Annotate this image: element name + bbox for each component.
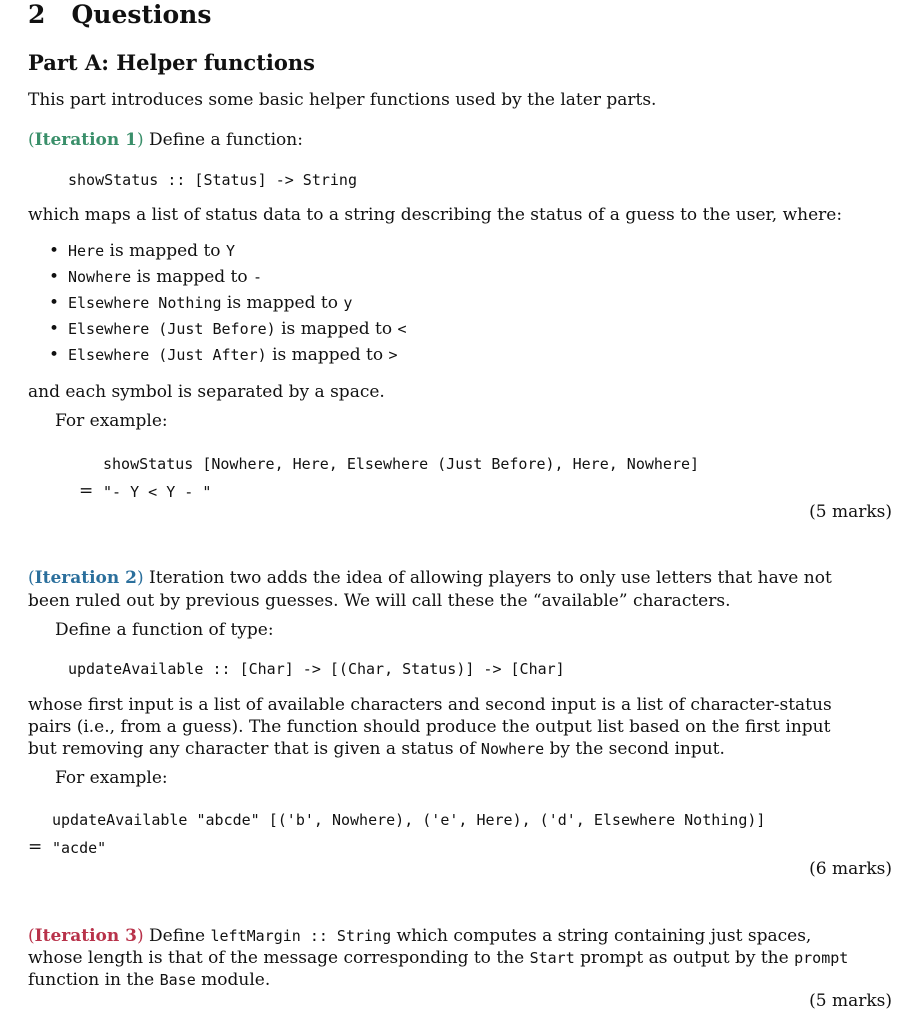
text-run: but removing any character that is given a status of <box>28 739 481 759</box>
text-run: prompt as output by the <box>574 948 795 968</box>
iteration1-after-bullets: and each symbol is separated by a space. <box>28 382 385 402</box>
bullet-result: < <box>397 320 407 338</box>
text-run: Define <box>143 926 211 946</box>
iteration3-line1: (Iteration 3) Define leftMargin :: String which computes a string containing just spaces, <box>28 926 812 946</box>
bullet-result: - <box>253 268 263 286</box>
section-title: Questions <box>71 0 212 29</box>
iteration1-label: Iteration 1 <box>34 130 137 150</box>
iteration2-example-label: For example: <box>55 768 168 788</box>
iteration1-marks: (5 marks) <box>809 502 892 522</box>
bullet-result: > <box>388 346 398 364</box>
list-item <box>68 318 407 344</box>
bullet-code: Elsewhere (Just After) <box>68 346 267 364</box>
iteration1-example-result: "- Y < Y - " <box>103 483 212 501</box>
inline-code: Nowhere <box>480 740 545 758</box>
part-a-intro: This part introduces some basic helper functions used by the later parts. <box>28 90 657 110</box>
list-item <box>68 266 407 292</box>
section-number: 2 <box>28 0 46 29</box>
text-run: module. <box>195 970 271 990</box>
bullet-text: is mapped to <box>275 319 398 339</box>
bullet-text: is mapped to <box>221 293 344 313</box>
bullet-text: is mapped to <box>104 241 226 261</box>
text-run: function in the <box>28 970 160 990</box>
bullet-code: Elsewhere Nothing <box>68 294 222 312</box>
part-a-title: Part A: Helper functions <box>28 50 315 75</box>
iteration1-example-label: For example: <box>55 411 168 431</box>
iteration3-label: Iteration 3 <box>34 926 137 946</box>
list-item <box>68 344 407 370</box>
inline-code: Start <box>529 949 575 967</box>
iteration1-lead: Define a function: <box>149 130 303 150</box>
iteration1-example-eq: = <box>79 481 94 501</box>
iteration2-para2-line2: pairs (i.e., from a guess). The function should produce the output list based on the first input <box>28 717 831 737</box>
list-item <box>68 240 407 266</box>
bullet-code: Here <box>68 242 105 260</box>
text-run: whose length is that of the message corresponding to the <box>28 948 530 968</box>
iteration2-example-call: updateAvailable "abcde" [('b', Nowhere), ('e', Here), ('d', Elsewhere Nothing)] <box>52 811 766 829</box>
iteration2-marks: (6 marks) <box>809 859 892 879</box>
iteration1-description: which maps a list of status data to a string describing the status of a guess to the user, where: <box>28 205 843 225</box>
iteration2-example-result: "acde" <box>52 839 107 857</box>
iteration1-bullet-list <box>68 240 407 370</box>
iteration3-line2 <box>28 947 848 969</box>
inline-code: prompt <box>794 949 849 967</box>
iteration2-para2-line3 <box>28 738 725 760</box>
text-run: by the second input. <box>544 739 725 759</box>
iteration2-signature: updateAvailable :: [Char] -> [(Char, Status)] -> [Char] <box>68 660 565 678</box>
iteration2-label: Iteration 2 <box>34 568 137 588</box>
iteration1-example-call: showStatus [Nowhere, Here, Elsewhere (Just Before), Here, Nowhere] <box>103 455 700 473</box>
iteration1-heading: (Iteration 1) Define a function: <box>28 130 303 150</box>
bullet-result: Y <box>225 242 235 260</box>
bullet-code: Elsewhere (Just Before) <box>68 320 276 338</box>
bullet-text: is mapped to <box>266 345 389 365</box>
iteration2-para2-line1: whose first input is a list of available characters and second input is a list of character-status <box>28 695 832 715</box>
iteration2-define-label: Define a function of type: <box>55 620 274 640</box>
iteration2-para1-line1: (Iteration 2) Iteration two adds the idea of allowing players to only use letters that have not <box>28 568 832 588</box>
iteration3-line3 <box>28 969 270 991</box>
iteration3-marks: (5 marks) <box>809 991 892 1011</box>
iteration1-signature: showStatus :: [Status] -> String <box>68 171 357 189</box>
bullet-code: Nowhere <box>68 268 132 286</box>
bullet-text: is mapped to <box>131 267 254 287</box>
bullet-result: y <box>343 294 353 312</box>
inline-code: Base <box>159 971 196 989</box>
text-run: which computes a string containing just spaces, <box>391 926 812 946</box>
iteration2-para1-line2: been ruled out by previous guesses. We will call these the “available” characters. <box>28 591 731 611</box>
iteration2-para1-text: Iteration two adds the idea of allowing players to only use letters that have not <box>149 568 832 588</box>
inline-code: leftMargin :: String <box>210 927 392 945</box>
list-item <box>68 292 407 318</box>
iteration2-example-eq: = <box>28 837 43 857</box>
section-heading <box>28 0 212 29</box>
